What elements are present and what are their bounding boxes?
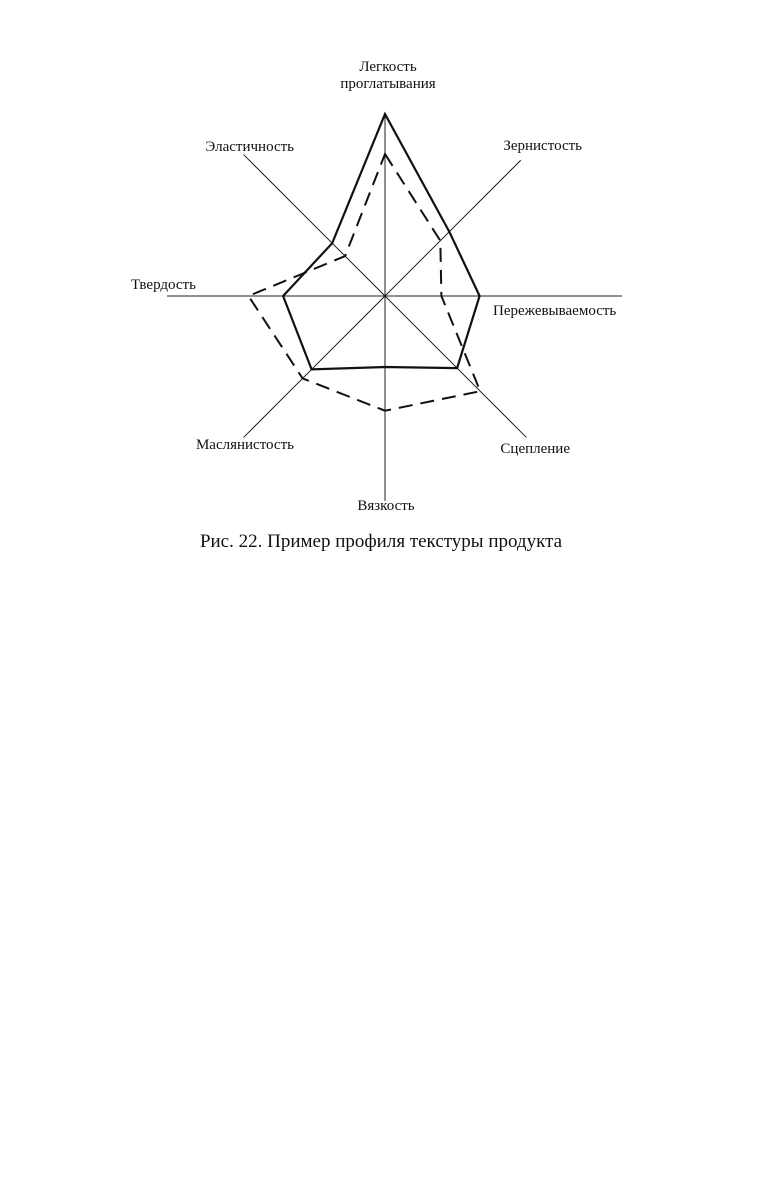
axis-line-2 (385, 160, 521, 296)
radar-chart (0, 0, 762, 530)
axis-label-5: Вязкость (357, 498, 415, 514)
series-layer (249, 114, 481, 411)
axis-label-6: Маслянистость (195, 437, 294, 453)
axis-label-7: Твердость (131, 277, 196, 293)
axis-label-2: Зернистость (503, 138, 582, 154)
axis-line-8 (244, 155, 385, 296)
axis-labels (131, 59, 616, 514)
series-solid-polygon (283, 114, 480, 369)
figure-caption: Рис. 22. Пример профиля текстуры продукта (199, 531, 563, 552)
axis-label-4: Сцепление (500, 441, 570, 457)
axis-label-1: Легкость проглатывания (340, 59, 436, 92)
axis-label-8: Эластичность (205, 139, 294, 155)
axis-label-3: Пережевываемость (493, 303, 617, 319)
series-dashed-polygon (249, 154, 481, 411)
